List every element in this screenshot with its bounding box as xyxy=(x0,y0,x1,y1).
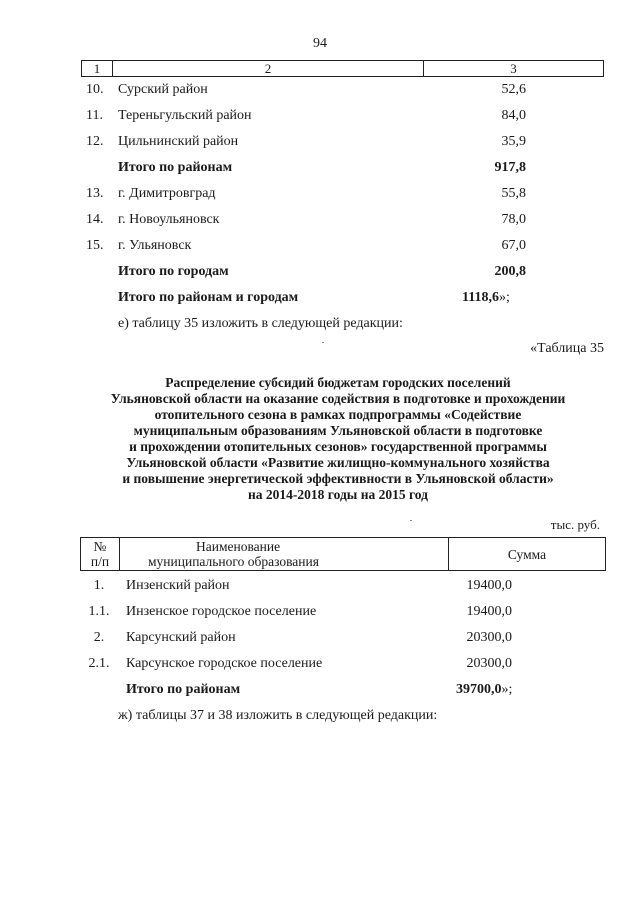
table1-row-num: 15. xyxy=(86,238,104,253)
table1-row-value: 55,8 xyxy=(501,186,526,201)
table1-row-num: 13. xyxy=(86,186,104,201)
header-name-line2: муниципального образования xyxy=(148,554,319,569)
table1-row-name: г. Димитровград xyxy=(118,186,216,201)
table1-row-num: 11. xyxy=(86,108,103,123)
table1-header-col2: 2 xyxy=(113,61,424,77)
table2-total-value xyxy=(456,682,512,698)
table2-row-name: Инзенский район xyxy=(126,578,230,593)
title-line: и повышение энергетической эффективности в Ульяновской области» xyxy=(122,471,554,486)
table2-title xyxy=(60,375,616,503)
table1-subtotal-value: 917,8 xyxy=(494,160,526,175)
table1-header-col1: 1 xyxy=(82,61,113,77)
table2-row-value: 20300,0 xyxy=(466,656,512,671)
title-line: на 2014-2018 годы на 2015 год xyxy=(248,487,428,502)
table2-row-name: Инзенское городское поселение xyxy=(126,604,317,619)
table1-row-num: 10. xyxy=(86,82,104,97)
table1-header xyxy=(81,60,604,77)
table1-row-value: 78,0 xyxy=(501,212,526,227)
header-num-line1: № xyxy=(93,539,107,554)
paragraph-e: е) таблицу 35 изложить в следующей редакции: xyxy=(118,316,403,331)
table1-row-name: Тереньгульский район xyxy=(118,108,252,123)
page-number: 94 xyxy=(313,36,327,51)
table1-row-value: 35,9 xyxy=(501,134,526,149)
table1-total-value xyxy=(462,290,510,306)
header-sum-cell: Сумма xyxy=(449,538,606,571)
title-line: отопительного сезона в рамках подпрограммы «Содействие xyxy=(154,407,522,422)
table2-row-name: Карсунский район xyxy=(126,630,236,645)
table2-total-label: Итого по районам xyxy=(126,682,241,697)
table1-subtotal-value: 200,8 xyxy=(494,264,526,279)
table1-subtotal-label: Итого по районам xyxy=(118,160,233,175)
total-number: 39700,0 xyxy=(456,682,502,697)
table2-row-num: 2. xyxy=(93,630,105,645)
table-caption: «Таблица 35 xyxy=(530,341,604,356)
scan-speck xyxy=(410,520,412,521)
table1-row-name: Сурский район xyxy=(118,82,208,97)
table1-total-label: Итого по районам и городам xyxy=(118,290,299,305)
table1-row-value: 67,0 xyxy=(501,238,526,253)
scan-speck xyxy=(322,342,324,343)
table1-row-num: 14. xyxy=(86,212,104,227)
table1-row-name: г. Ульяновск xyxy=(118,238,192,253)
table2-header xyxy=(80,537,606,571)
table2-row-num: 1. xyxy=(93,578,105,593)
header-name-line1: Наименование xyxy=(196,539,281,554)
table1-subtotal-label: Итого по городам xyxy=(118,264,229,279)
header-num-cell xyxy=(81,538,120,571)
table2-row-value: 20300,0 xyxy=(466,630,512,645)
header-num-line2: п/п xyxy=(90,554,110,569)
table1-row-value: 84,0 xyxy=(501,108,526,123)
title-line: и прохождении отопительных сезонов» государственной программы xyxy=(129,439,547,454)
title-line: Ульяновской области на оказание содействия в подготовке и прохождении xyxy=(110,391,566,406)
closing-quote: »; xyxy=(501,682,513,697)
table1-row-num: 12. xyxy=(86,134,104,149)
table2-row-num: 2.1. xyxy=(88,656,110,671)
paragraph-zh: ж) таблицы 37 и 38 изложить в следующей редакции: xyxy=(118,708,438,723)
units-label: тыс. руб. xyxy=(550,517,600,532)
table2-row-name: Карсунское городское поселение xyxy=(126,656,323,671)
table1-header-col3: 3 xyxy=(424,61,604,77)
table1-row-name: г. Новоульяновск xyxy=(118,212,220,227)
title-line: Ульяновской области «Развитие жилищно-коммунального хозяйства xyxy=(126,455,550,470)
total-number: 1118,6 xyxy=(462,290,499,305)
title-line: муниципальным образованиям Ульяновской области в подготовке xyxy=(133,423,543,438)
table2-row-value: 19400,0 xyxy=(466,604,512,619)
table1-row-value: 52,6 xyxy=(501,82,526,97)
table2-row-value: 19400,0 xyxy=(466,578,512,593)
table2-row-num: 1.1. xyxy=(88,604,110,619)
closing-quote: »; xyxy=(498,290,510,305)
title-line: Распределение субсидий бюджетам городских поселений xyxy=(165,375,511,390)
header-name-cell xyxy=(120,538,449,571)
table1-row-name: Цильнинский район xyxy=(118,134,239,149)
